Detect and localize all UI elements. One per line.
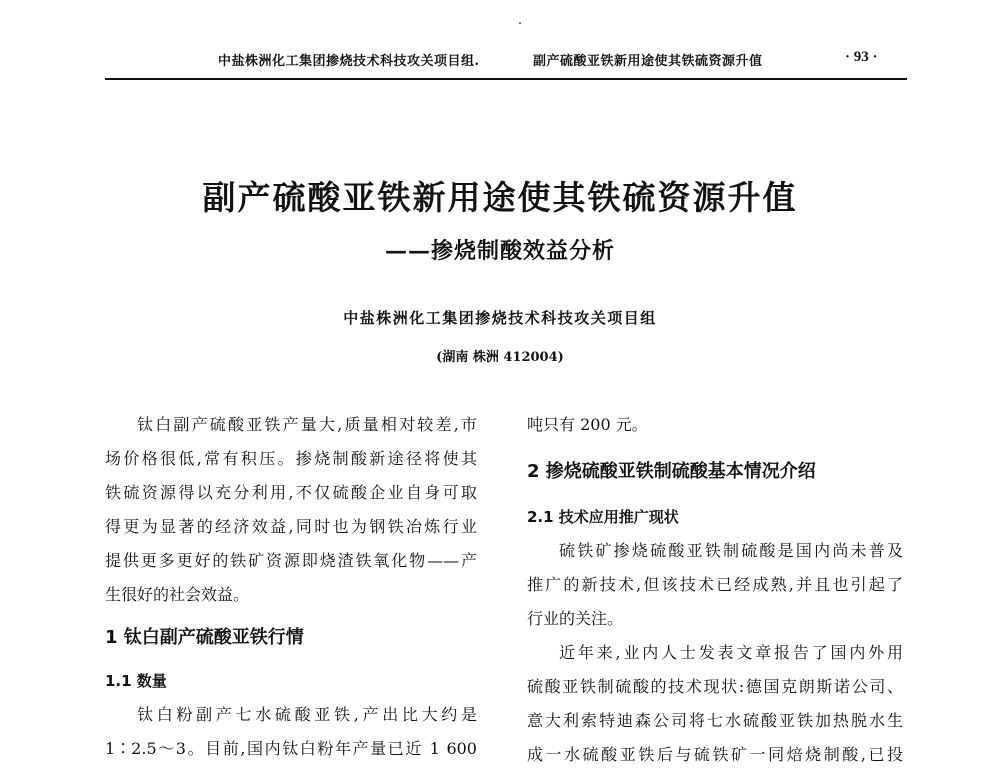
article-title: 副产硫酸亚铁新用途使其铁硫资源升值 <box>202 178 798 217</box>
right-column <box>527 408 903 772</box>
body-line: 得更为显著的经济效益,同时也为钢铁冶炼行业 <box>105 517 477 536</box>
section-heading-2: 2 掺烧硫酸亚铁制硫酸基本情况介绍 <box>527 461 816 482</box>
body-line: 推广的新技术,但该技术已经成熟,并且也引起了 <box>527 575 903 594</box>
body-line: 生很好的社会效益。 <box>105 585 250 604</box>
body-line: 提供更多更好的铁矿资源即烧渣铁氧化物——产 <box>105 551 477 570</box>
section-heading-1: 1 钛白副产硫酸亚铁行情 <box>105 627 304 648</box>
running-header-title: 副产硫酸亚铁新用途使其铁硫资源升值 <box>533 54 763 69</box>
body-line: 硫酸亚铁制硫酸的技术现状:德国克朗斯诺公司、 <box>527 677 903 696</box>
scan-speck <box>519 22 521 24</box>
article-subtitle: ——掺烧制酸效益分析 <box>384 238 615 264</box>
subsection-heading-1-1: 1.1 数量 <box>105 672 167 690</box>
body-line: 成一水硫酸亚铁后与硫铁矿一同焙烧制酸,已投 <box>527 745 903 764</box>
running-header-author: 中盐株洲化工集团掺烧技术科技攻关项目组. <box>218 54 480 69</box>
body-line: 铁硫资源得以充分利用,不仅硫酸企业自身可取 <box>105 483 477 502</box>
body-line: 场价格很低,常有积压。掺烧制酸新途径将使其 <box>105 449 477 468</box>
body-line: 钛白副产硫酸亚铁产量大,质量相对较差,市 <box>137 415 477 434</box>
subsection-heading-2-1: 2.1 技术应用推广现状 <box>527 508 679 526</box>
body-line: 吨只有 200 元。 <box>527 415 648 434</box>
body-line: 行业的关注。 <box>527 609 624 628</box>
body-line: 钛白粉副产七水硫酸亚铁,产出比大约是 <box>137 705 477 724</box>
article-author: 中盐株洲化工集团掺烧技术科技攻关项目组 <box>343 309 657 327</box>
body-line: 1∶2.5～3。目前,国内钛白粉年产量已近 1 600 <box>105 739 477 758</box>
body-line: 硫铁矿掺烧硫酸亚铁制硫酸是国内尚未普及 <box>559 541 903 560</box>
header-rule <box>105 78 907 80</box>
body-line: 意大利索特迪森公司将七水硫酸亚铁加热脱水生 <box>527 711 903 730</box>
body-line: 近年来,业内人士发表文章报告了国内外用 <box>559 643 903 662</box>
page-number: · 93 · <box>845 49 878 65</box>
left-column <box>105 408 477 766</box>
article-affiliation: (湖南 株洲 412004) <box>436 350 564 365</box>
